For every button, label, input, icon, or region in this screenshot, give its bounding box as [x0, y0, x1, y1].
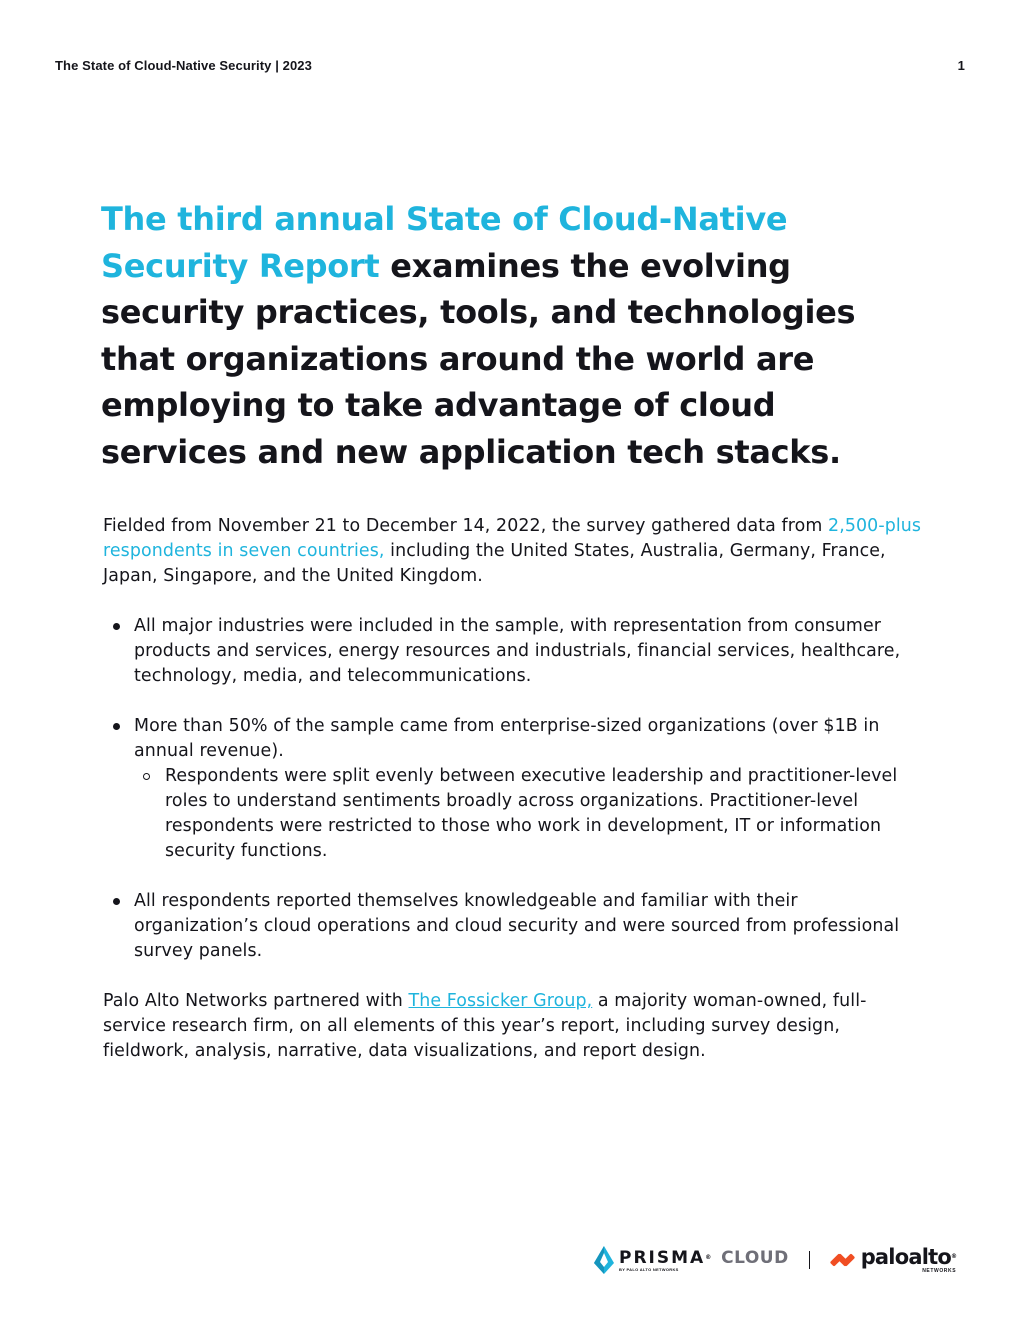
paloalto-icon	[828, 1249, 856, 1271]
report-title: The State of Cloud-Native Security | 2023	[55, 58, 312, 73]
fossicker-group-link[interactable]: The Fossicker Group,	[408, 991, 593, 1011]
prisma-registered-mark: ®	[705, 1253, 714, 1261]
headline-rest: examines the evolving security practices, tools, and technologies that organizations around the world are employing to take advantage of cloud services and new application tech stacks.	[101, 246, 856, 471]
bullet-text: More than 50% of the sample came from enterprise-sized organizations (over $1B in annual revenue).	[134, 716, 880, 761]
headline	[101, 196, 901, 475]
paloalto-word: paloalto	[860, 1245, 951, 1269]
prisma-cloud-logo	[594, 1246, 789, 1274]
bullet-text: All respondents reported themselves knowledgeable and familiar with their organization’s cloud operations and cloud security and were sourced from professional survey panels.	[134, 891, 900, 961]
intro-after: including the United States, Australia, Germany, France, Japan, Singapore, and the United Kingdom.	[103, 541, 886, 586]
sub-bullet-item	[134, 764, 923, 864]
prisma-icon	[594, 1246, 614, 1274]
page-header	[55, 58, 965, 73]
intro-paragraph	[103, 514, 923, 589]
headline-highlight: The third annual State of Cloud-Native Security Report	[101, 200, 788, 285]
bullet-text: All major industries were included in the sample, with representation from consumer products and services, energy resources and industrials, financial services, healthcare, technology, media, and telecommunications.	[134, 616, 901, 686]
intro-before: Fielded from November 21 to December 14, 2022, the survey gathered data from	[103, 516, 829, 536]
footer-logos	[594, 1243, 956, 1277]
closing-paragraph	[103, 989, 923, 1064]
logo-divider	[809, 1251, 810, 1269]
bullet-item	[103, 614, 923, 689]
intro-highlight: 2,500-plus respondents in seven countries,	[103, 516, 922, 561]
sub-bullet-list	[134, 764, 923, 864]
bullet-item	[103, 714, 923, 864]
bullet-list	[103, 614, 923, 989]
bullet-item	[103, 889, 923, 964]
closing-before: Palo Alto Networks partnered with	[103, 991, 409, 1011]
paloalto-registered-mark: ®	[950, 1253, 957, 1260]
cloud-word: CLOUD	[721, 1247, 789, 1268]
paloalto-networks-logo	[828, 1246, 956, 1274]
sub-bullet-text: Respondents were split evenly between executive leadership and practitioner-level roles to understand sentiments broadly across organizations. Practitioner-level respondents were restricted to those who work in development, IT or information security functions.	[165, 766, 898, 861]
prisma-tagline: BY PALO ALTO NETWORKS	[619, 1266, 679, 1272]
networks-word: NETWORKS	[922, 1268, 957, 1274]
closing-after: a majority woman-owned, full-service research firm, on all elements of this year’s report, including survey design, fieldwork, analysis, narrative, data visualizations, and report design.	[103, 991, 867, 1061]
prisma-word: PRISMA	[619, 1247, 706, 1268]
page-number: 1	[957, 58, 965, 73]
